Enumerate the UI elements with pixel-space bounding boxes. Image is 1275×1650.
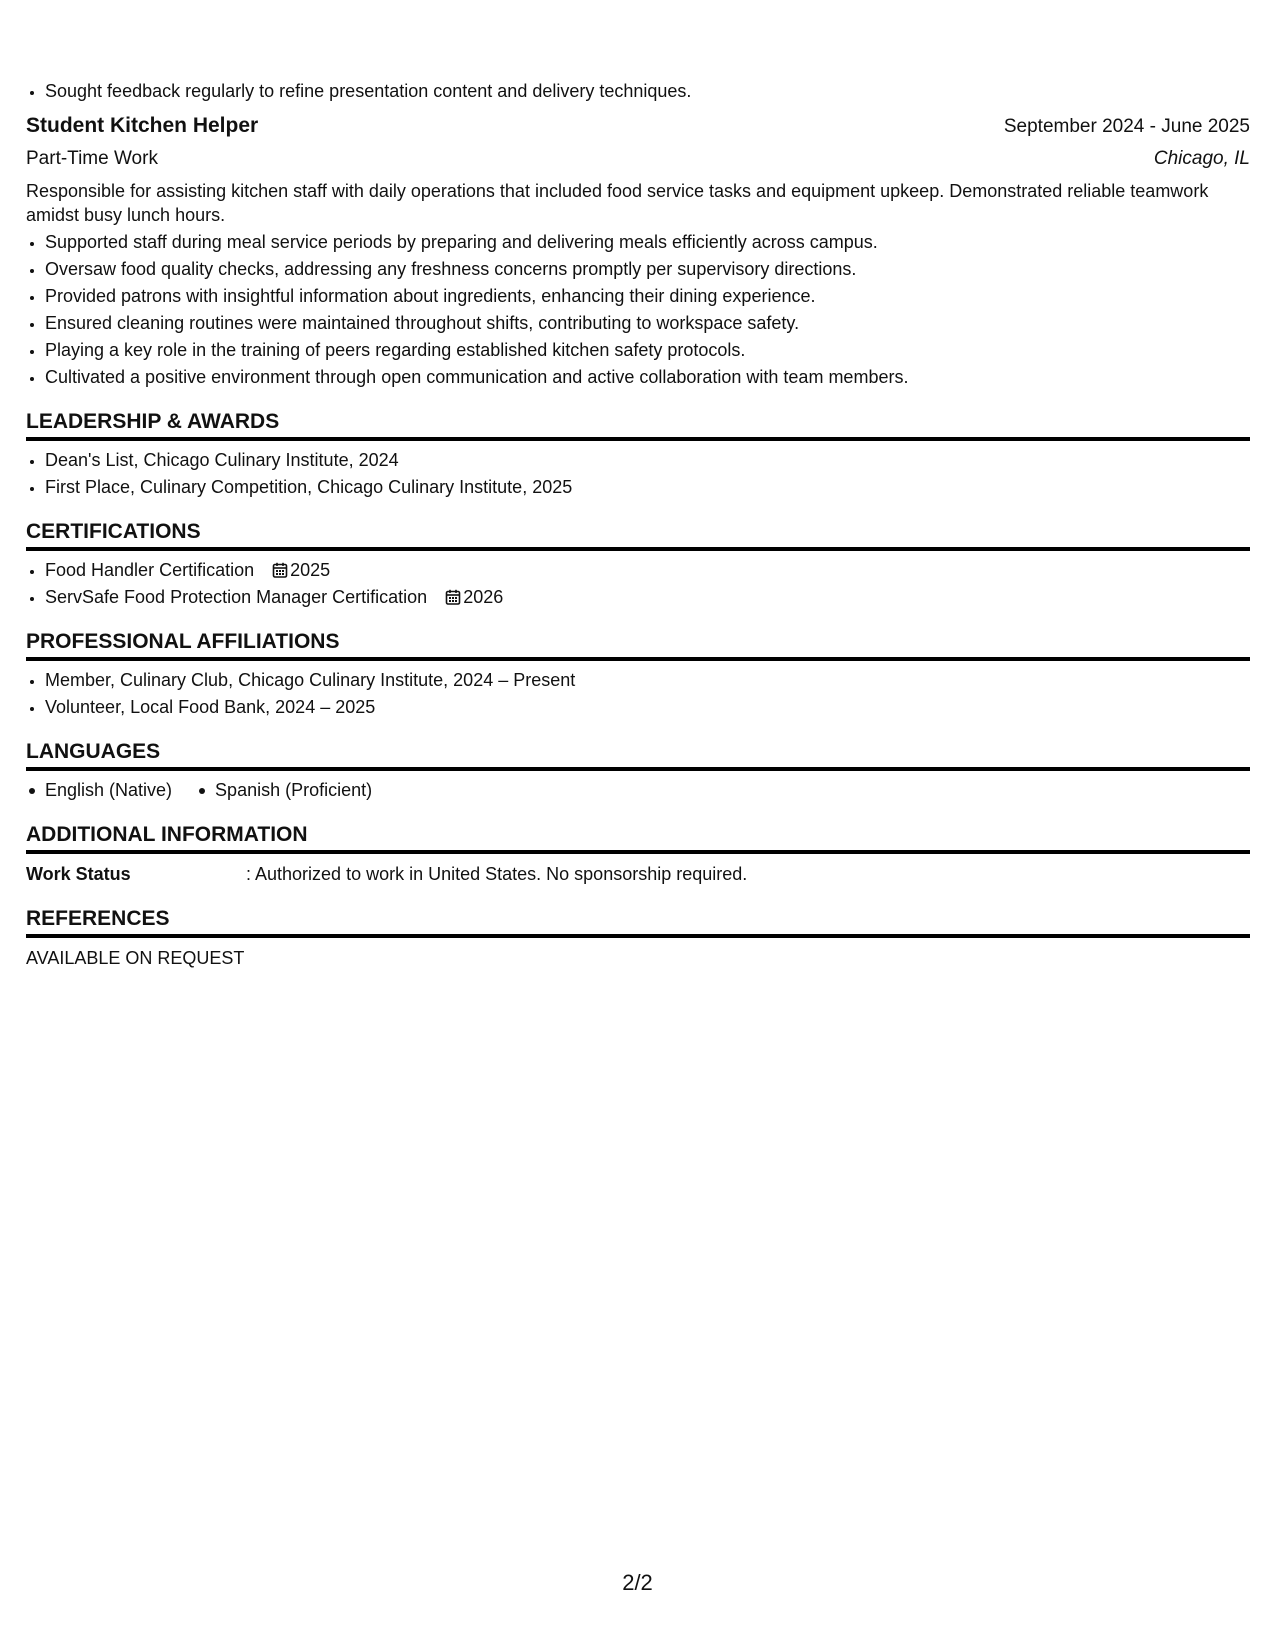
additional-info-section xyxy=(26,820,1250,888)
section-title: CERTIFICATIONS xyxy=(26,517,1250,551)
list-item: • Playing a key role in the training of peers regarding established kitchen safety protocols. xyxy=(45,337,1250,364)
certification-name: ServSafe Food Protection Manager Certification xyxy=(45,587,428,607)
references-section xyxy=(26,904,1250,972)
list-item: • Oversaw food quality checks, addressing any freshness concerns promptly per supervisory directions. xyxy=(45,256,1250,283)
list-item: • Volunteer, Local Food Bank, 2024 – 2025 xyxy=(45,694,1250,721)
certification-name: Food Handler Certification xyxy=(45,560,255,580)
language-item: Spanish (Proficient) xyxy=(196,777,372,804)
list-item: • Cultivated a positive environment through open communication and active collaboration with team members. xyxy=(45,364,1250,391)
resume-page xyxy=(26,78,1250,972)
list-item: • Provided patrons with insightful information about ingredients, enhancing their dining experience. xyxy=(45,283,1250,310)
references-text: AVAILABLE ON REQUEST xyxy=(26,948,245,968)
list-item: • First Place, Culinary Competition, Chicago Culinary Institute, 2025 xyxy=(45,474,1250,501)
work-status-row xyxy=(26,860,1250,888)
list-item: • Sought feedback regularly to refine presentation content and delivery techniques. xyxy=(45,78,1250,105)
list-item: • Member, Culinary Club, Chicago Culinary Institute, 2024 – Present xyxy=(45,667,1250,694)
languages-section xyxy=(26,737,1250,804)
job-dates: September 2024 - June 2025 xyxy=(1003,116,1250,137)
certification-year: 2025 xyxy=(290,560,331,580)
section-title: REFERENCES xyxy=(26,904,1250,938)
list-item: • Supported staff during meal service periods by preparing and delivering meals efficiently across campus. xyxy=(45,229,1250,256)
calendar-icon xyxy=(445,589,461,605)
job-entry xyxy=(26,110,1250,391)
leadership-section xyxy=(26,407,1250,501)
job-type: Part-Time Work xyxy=(26,148,158,169)
section-title: LEADERSHIP & AWARDS xyxy=(26,407,1250,441)
language-item: English (Native) xyxy=(26,777,172,804)
list-item: • Ensured cleaning routines were maintained throughout shifts, contributing to workspace safety. xyxy=(45,310,1250,337)
section-title: PROFESSIONAL AFFILIATIONS xyxy=(26,627,1250,661)
page-number: 2/2 xyxy=(622,1570,653,1595)
previous-job-bullets xyxy=(26,78,1250,105)
certifications-section xyxy=(26,517,1250,611)
job-description: Responsible for assisting kitchen staff with daily operations that included food service tasks and equipment upkeep. Demonstrated reliable teamwork amidst busy lunch hours. xyxy=(26,181,1209,225)
certification-year: 2026 xyxy=(463,587,504,607)
job-bullets xyxy=(26,229,1250,391)
work-status-label: Work Status xyxy=(26,864,131,884)
affiliations-section xyxy=(26,627,1250,721)
certification-item xyxy=(45,584,1250,611)
job-title: Student Kitchen Helper xyxy=(26,114,259,137)
job-location: Chicago, IL xyxy=(1153,148,1250,169)
section-title: ADDITIONAL INFORMATION xyxy=(26,820,1250,854)
list-item: • Dean's List, Chicago Culinary Institute, 2024 xyxy=(45,447,1250,474)
section-title: LANGUAGES xyxy=(26,737,1250,771)
calendar-icon xyxy=(272,562,288,578)
certification-item xyxy=(45,557,1250,584)
work-status-value: : Authorized to work in United States. No sponsorship required. xyxy=(246,864,748,884)
